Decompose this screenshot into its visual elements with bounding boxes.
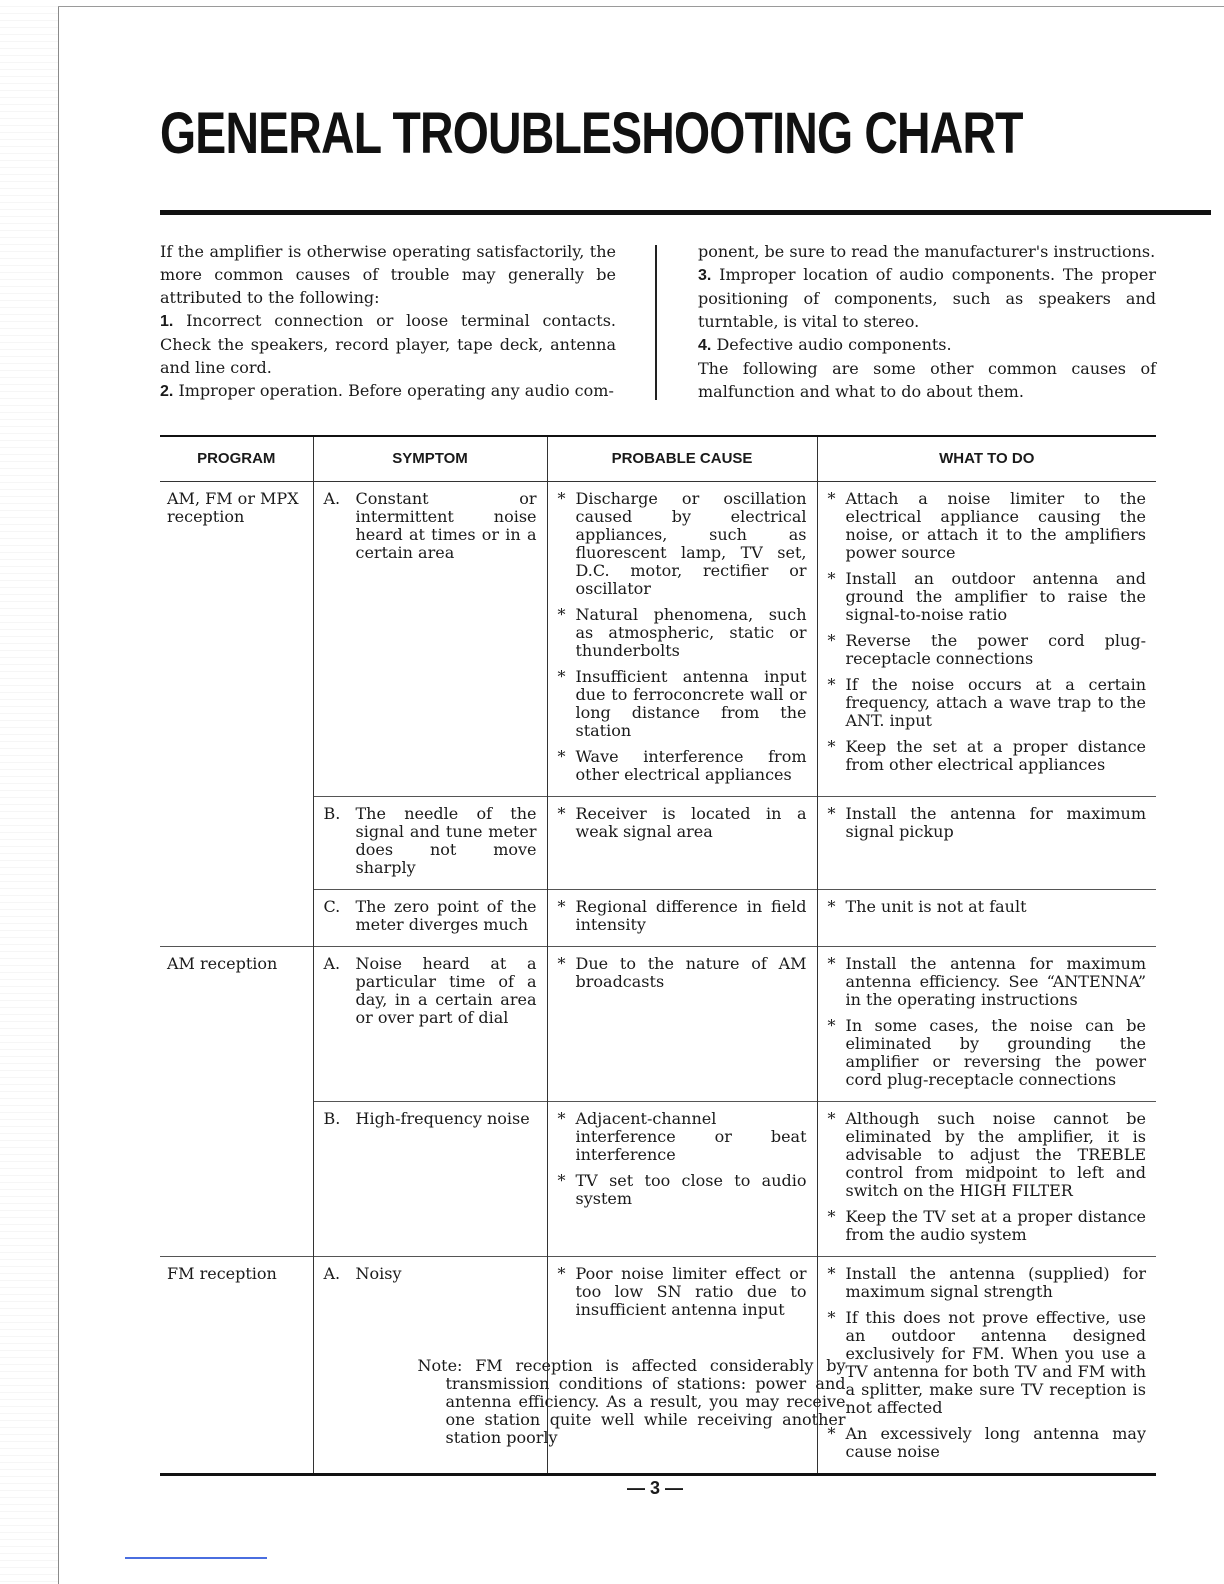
symptom-cell [313,1102,547,1257]
action-cell [817,947,1156,1102]
intro-lead: If the amplifier is otherwise operating satisfactorily, the more common causes of trouble may generally be attributed to the following: [160,242,616,307]
action-item: * An excessively long antenna may cause noise [828,1425,1147,1461]
fm-note: Note: FM reception is affected considerably by transmission conditions of stations: power and antenna efficiency. As a result, you may receive one station quite well while receiving another station poorly [417,1356,846,1447]
symptom-text: Noise heard at a particular time of a day, in a certain area or over part of dial [355,954,537,1027]
intro-right-column [698,240,1156,403]
action-item: * In some cases, the noise can be eliminated by grounding the amplifier or reversing the power cord plug-receptacle connections [828,1017,1147,1089]
action-item: * Install the antenna (supplied) for maximum signal strength [828,1265,1147,1301]
action-item: * Although such noise cannot be eliminated by the amplifier, it is advisable to adjust the TREBLE control from midpoint to left and switch on the HIGH FILTER [828,1110,1147,1200]
action-item: * If the noise occurs at a certain frequency, attach a wave trap to the ANT. input [828,676,1147,730]
intro-left-column [160,240,616,403]
symptom-text: High-frequency noise [355,1109,530,1128]
action-item: * Install an outdoor antenna and ground the amplifier to raise the signal-to-noise ratio [828,570,1147,624]
table-header-row [160,436,1156,482]
item-number: 4. [698,337,712,354]
cause-item: * Insufficient antenna input due to ferroconcrete wall or long distance from the station [558,668,807,740]
intro-item-2 [160,379,616,403]
action-cell [817,482,1156,797]
scan-link-underline [125,1557,267,1559]
cause-item: * Adjacent-channel interference or beat interference [558,1110,807,1164]
cause-cell [547,890,817,947]
program-cell: AM, FM or MPX reception [160,482,313,947]
title-rule [160,210,1211,215]
cause-item: * Poor noise limiter effect or too low SN ratio due to insufficient antenna input [558,1265,807,1319]
cause-item: * Wave interference from other electrical appliances [558,748,807,784]
cause-item: * Receiver is located in a weak signal area [558,805,807,841]
symptom-letter: B. [323,1109,341,1128]
symptom-letter: B. [323,804,341,823]
scan-edge [0,0,58,1584]
intro-continuation: ponent, be sure to read the manufacturer's instructions. [698,242,1156,261]
action-item: * The unit is not at fault [828,898,1147,916]
item-number: 3. [698,267,712,284]
cause-item: * TV set too close to audio system [558,1172,807,1208]
action-item: * Keep the TV set at a proper distance from the audio system [828,1208,1147,1244]
table-row [160,482,1156,797]
intro-closing: The following are some other common causes of malfunction and what to do about them. [698,359,1156,401]
scan-border-left [58,6,59,1584]
symptom-text: Noisy [355,1264,402,1283]
cause-cell [547,797,817,890]
action-item: * Install the antenna for maximum signal pickup [828,805,1147,841]
item-text: Improper location of audio components. The proper positioning of components, such as speakers and turntable, is vital to stereo. [698,265,1156,331]
action-cell [817,797,1156,890]
item-text: Improper operation. Before operating any audio com- [178,381,614,400]
cause-item: * Due to the nature of AM broadcasts [558,955,807,991]
troubleshooting-table [160,435,1156,1476]
page-title: GENERAL TROUBLESHOOTING CHART [160,101,1023,166]
cause-item: * Natural phenomena, such as atmospheric, static or thunderbolts [558,606,807,660]
table-row [160,947,1156,1102]
action-item: * Attach a noise limiter to the electrical appliance causing the noise, or attach it to the amplifiers power source [828,490,1147,562]
symptom-cell [313,797,547,890]
action-cell [817,1102,1156,1257]
symptom-text: Constant or intermittent noise heard at times or in a certain area [355,489,537,562]
symptom-cell [313,482,547,797]
program-cell: FM reception [160,1257,313,1475]
item-number: 1. [160,313,174,330]
symptom-letter: C. [323,897,341,916]
column-divider [655,245,657,400]
header-what-to-do: WHAT TO DO [817,436,1156,482]
cause-cell [547,947,817,1102]
action-item: * Reverse the power cord plug-receptacle connections [828,632,1147,668]
symptom-letter: A. [323,954,341,973]
header-program: PROGRAM [160,436,313,482]
symptom-cell [313,947,547,1102]
symptom-letter: A. [323,489,341,508]
cause-cell [417,1257,846,1475]
header-probable-cause: PROBABLE CAUSE [547,436,817,482]
symptom-text: The needle of the signal and tune meter does not move sharply [355,804,537,877]
intro-item-4 [698,333,1156,357]
scan-border-top [58,6,1224,7]
page-number: — 3 — [626,1478,683,1498]
action-item: * Install the antenna for maximum antenna efficiency. See “ANTENNA” in the operating instructions [828,955,1147,1009]
action-item: * Keep the set at a proper distance from other electrical appliances [828,738,1147,774]
cause-item: * Regional difference in field intensity [558,898,807,934]
item-text: Defective audio components. [716,335,952,354]
program-cell: AM reception [160,947,313,1257]
cause-cell [547,1102,817,1257]
intro-item-1 [160,309,616,379]
action-cell [817,1257,1156,1475]
action-item: * If this does not prove effective, use an outdoor antenna designed exclusively for FM. When you use a TV antenna for both TV and FM with a splitter, make sure TV reception is not affected [828,1309,1147,1417]
cause-cell [547,482,817,797]
cause-item: * Discharge or oscillation caused by electrical appliances, such as fluorescent lamp, TV set, D.C. motor, rectifier or oscillator [558,490,807,598]
symptom-cell [313,890,547,947]
header-symptom: SYMPTOM [313,436,547,482]
symptom-text: The zero point of the meter diverges much [355,897,537,934]
symptom-letter: A. [323,1264,341,1283]
item-number: 2. [160,383,174,400]
table-row [160,1257,1156,1475]
intro-item-3 [698,263,1156,333]
item-text: Incorrect connection or loose terminal contacts. Check the speakers, record player, tape deck, antenna and line cord. [160,311,616,377]
action-cell [817,890,1156,947]
